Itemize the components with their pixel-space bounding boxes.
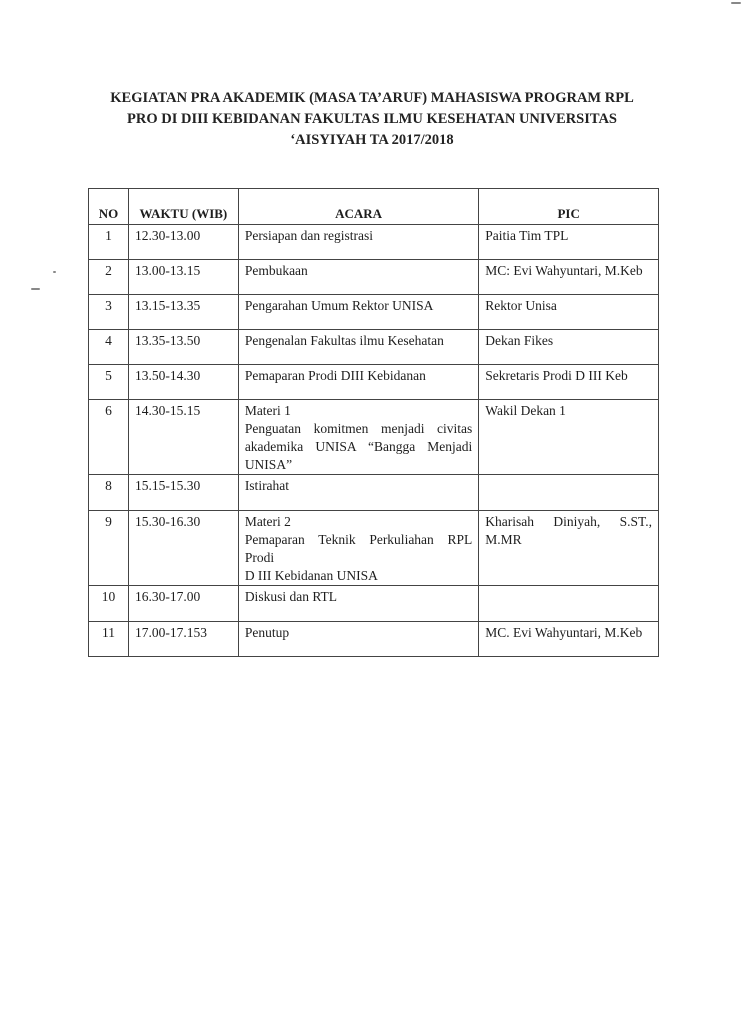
table-row bbox=[89, 622, 659, 657]
title-line: PRO DI DIII KEBIDANAN FAKULTAS ILMU KESEHATAN UNIVERSITAS bbox=[127, 111, 617, 127]
cell-acara bbox=[238, 475, 478, 511]
table-row bbox=[89, 365, 659, 400]
cell-no: 2 bbox=[89, 260, 129, 295]
cell-no: 1 bbox=[89, 225, 129, 260]
cell-acara bbox=[238, 365, 478, 400]
acara-text: Materi 2 bbox=[244, 514, 291, 529]
cell-acara bbox=[238, 225, 478, 260]
cell-acara bbox=[238, 330, 478, 365]
cell-acara bbox=[238, 400, 478, 475]
acara-text: Istirahat bbox=[244, 478, 290, 493]
acara-text: D III Kebidanan UNISA bbox=[244, 568, 378, 583]
cell-waktu: 16.30-17.00 bbox=[128, 586, 238, 622]
cell-no: 10 bbox=[89, 586, 129, 622]
cell-pic bbox=[479, 330, 659, 365]
header-pic: PIC bbox=[479, 189, 659, 225]
table-row bbox=[89, 260, 659, 295]
cell-pic bbox=[479, 475, 659, 511]
cell-pic bbox=[479, 586, 659, 622]
cell-waktu: 12.30-13.00 bbox=[128, 225, 238, 260]
cell-no: 8 bbox=[89, 475, 129, 511]
cell-acara bbox=[238, 295, 478, 330]
cell-no: 3 bbox=[89, 295, 129, 330]
cell-waktu: 13.00-13.15 bbox=[128, 260, 238, 295]
pic-text: MC. Evi Wahyuntari, M.Keb bbox=[485, 625, 643, 640]
acara-text: Diskusi dan RTL bbox=[244, 589, 337, 604]
scan-speck bbox=[31, 288, 40, 290]
acara-text: Pengenalan Fakultas ilmu Kesehatan bbox=[244, 333, 444, 348]
cell-waktu: 15.30-16.30 bbox=[128, 511, 238, 586]
table-row bbox=[89, 475, 659, 511]
pic-text: Kharisah Diniyah, S.ST., bbox=[485, 514, 652, 529]
acara-text: UNISA” bbox=[244, 457, 293, 472]
pic-text: Paitia Tim TPL bbox=[485, 228, 569, 243]
scan-speck bbox=[53, 271, 56, 273]
pic-text: Wakil Dekan 1 bbox=[485, 403, 566, 418]
cell-waktu: 13.50-14.30 bbox=[128, 365, 238, 400]
cell-pic bbox=[479, 511, 659, 586]
cell-pic bbox=[479, 225, 659, 260]
acara-text: Pemaparan Teknik Perkuliahan RPL Prodi bbox=[244, 532, 473, 565]
cell-no: 6 bbox=[89, 400, 129, 475]
cell-pic bbox=[479, 622, 659, 657]
cell-no: 11 bbox=[89, 622, 129, 657]
acara-text: Penguatan komitmen menjadi civitas bbox=[244, 421, 473, 436]
table-row bbox=[89, 586, 659, 622]
cell-acara bbox=[238, 511, 478, 586]
pic-text: Rektor Unisa bbox=[485, 298, 557, 313]
schedule-table bbox=[88, 188, 659, 657]
acara-text: Pengarahan Umum Rektor UNISA bbox=[244, 298, 434, 313]
cell-pic bbox=[479, 295, 659, 330]
table-row bbox=[89, 511, 659, 586]
document-title bbox=[60, 88, 684, 151]
table-header-row bbox=[89, 189, 659, 225]
cell-waktu: 17.00-17.153 bbox=[128, 622, 238, 657]
cell-pic bbox=[479, 365, 659, 400]
cell-no: 4 bbox=[89, 330, 129, 365]
pic-text: M.MR bbox=[485, 532, 522, 547]
scan-speck bbox=[731, 2, 741, 4]
cell-no: 9 bbox=[89, 511, 129, 586]
acara-text: Pemaparan Prodi DIII Kebidanan bbox=[244, 368, 426, 383]
table-row bbox=[89, 400, 659, 475]
pic-text: Dekan Fikes bbox=[485, 333, 554, 348]
acara-text: akademika UNISA “Bangga Menjadi bbox=[244, 439, 473, 454]
cell-no: 5 bbox=[89, 365, 129, 400]
acara-text: Penutup bbox=[244, 625, 290, 640]
table-row bbox=[89, 295, 659, 330]
table-row bbox=[89, 225, 659, 260]
cell-waktu: 14.30-15.15 bbox=[128, 400, 238, 475]
title-line: KEGIATAN PRA AKADEMIK (MASA TA’ARUF) MAHASISWA PROGRAM RPL bbox=[110, 90, 634, 106]
cell-pic bbox=[479, 400, 659, 475]
acara-text: Materi 1 bbox=[244, 403, 291, 418]
cell-acara bbox=[238, 622, 478, 657]
cell-waktu: 13.35-13.50 bbox=[128, 330, 238, 365]
acara-text: Persiapan dan registrasi bbox=[244, 228, 374, 243]
cell-waktu: 13.15-13.35 bbox=[128, 295, 238, 330]
cell-acara bbox=[238, 586, 478, 622]
pic-text: Sekretaris Prodi D III Keb bbox=[485, 368, 628, 383]
header-waktu: WAKTU (WIB) bbox=[128, 189, 238, 225]
pic-text: MC: Evi Wahyuntari, M.Keb bbox=[485, 263, 643, 278]
cell-waktu: 15.15-15.30 bbox=[128, 475, 238, 511]
header-no: NO bbox=[89, 189, 129, 225]
cell-pic bbox=[479, 260, 659, 295]
acara-text: Pembukaan bbox=[244, 263, 308, 278]
table-row bbox=[89, 330, 659, 365]
cell-acara bbox=[238, 260, 478, 295]
title-line: ‘AISYIYAH TA 2017/2018 bbox=[290, 132, 454, 148]
header-acara: ACARA bbox=[238, 189, 478, 225]
